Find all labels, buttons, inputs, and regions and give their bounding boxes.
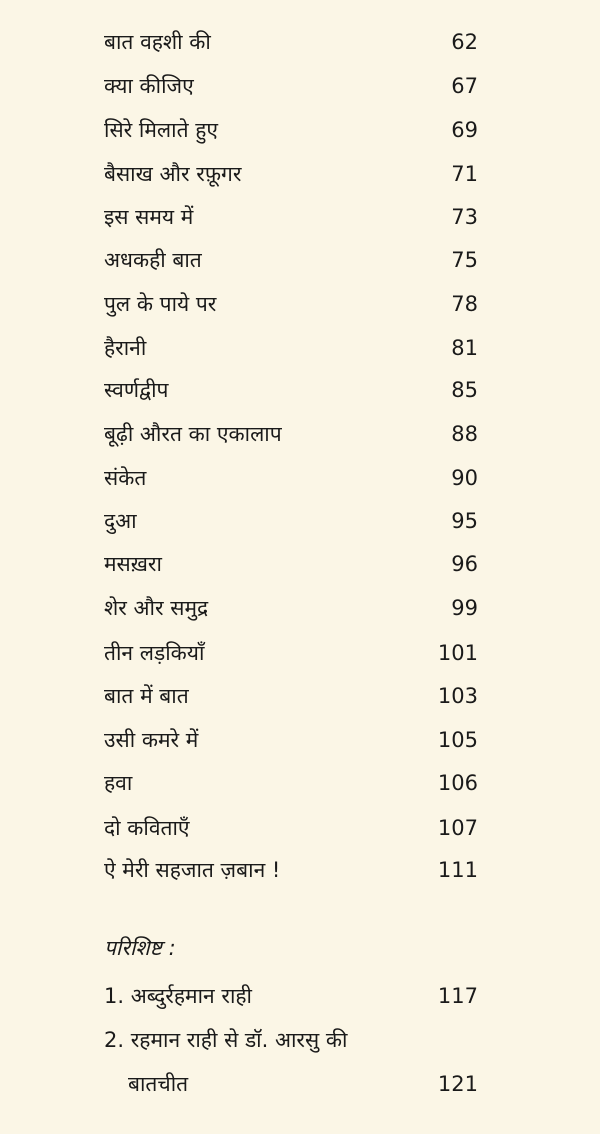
entry-title: 1. अब्दुर्रहमान राही — [104, 984, 252, 1008]
appendix-entry — [104, 1022, 478, 1058]
entry-page-number: 67 — [451, 74, 478, 98]
entry-title: बातचीत — [128, 1072, 189, 1096]
contents-entry — [104, 372, 478, 408]
entry-title: सिरे मिलाते हुए — [104, 118, 218, 142]
contents-entry — [104, 112, 478, 148]
contents-entry — [104, 416, 478, 452]
entry-title: दुआ — [104, 509, 137, 533]
contents-entry — [104, 546, 478, 582]
contents-entry — [104, 635, 478, 671]
entry-page-number: 85 — [451, 378, 478, 402]
entry-page-number: 107 — [437, 816, 478, 840]
entry-title: स्वर्णद्वीप — [104, 378, 169, 402]
entry-page-number: 103 — [437, 684, 478, 708]
entry-title: बूढ़ी औरत का एकालाप — [104, 422, 282, 446]
entry-title: संकेत — [104, 466, 147, 490]
contents-entry — [104, 242, 478, 278]
contents-entry — [104, 810, 478, 846]
entry-title: 2. रहमान राही से डॉ. आरसु की — [104, 1028, 348, 1052]
entry-title: बात में बात — [104, 684, 189, 708]
entry-page-number: 88 — [451, 422, 478, 446]
entry-page-number: 75 — [451, 248, 478, 272]
entry-title: अधकही बात — [104, 248, 202, 272]
contents-entry — [104, 852, 478, 888]
appendix-entry — [104, 1066, 478, 1102]
entry-title: हैरानी — [104, 336, 147, 360]
contents-entry — [104, 503, 478, 539]
entry-title: क्या कीजिए — [104, 74, 194, 98]
entry-page-number: 73 — [451, 205, 478, 229]
entry-title: उसी कमरे में — [104, 728, 199, 752]
entry-page-number: 101 — [437, 641, 478, 665]
entry-page-number: 69 — [451, 118, 478, 142]
contents-entry — [104, 24, 478, 60]
contents-entry — [104, 765, 478, 801]
contents-entry — [104, 722, 478, 758]
entry-page-number: 99 — [451, 596, 478, 620]
appendix-heading: परिशिष्ट : — [104, 936, 176, 960]
entry-title: बात वहशी की — [104, 30, 211, 54]
contents-entry — [104, 68, 478, 104]
entry-title: तीन लड़कियाँ — [104, 641, 205, 665]
entry-page-number: 81 — [451, 336, 478, 360]
entry-page-number: 121 — [437, 1072, 478, 1096]
contents-entry — [104, 199, 478, 235]
entry-title: ऐ मेरी सहजात ज़बान ! — [104, 858, 281, 882]
entry-page-number: 71 — [451, 162, 478, 186]
entry-page-number: 106 — [437, 771, 478, 795]
entry-page-number: 111 — [437, 858, 478, 882]
entry-page-number: 62 — [451, 30, 478, 54]
entry-title: दो कविताएँ — [104, 816, 190, 840]
entry-page-number: 117 — [437, 984, 478, 1008]
contents-entry — [104, 330, 478, 366]
entry-title: बैसाख और रफ़ूगर — [104, 162, 242, 186]
entry-page-number: 95 — [451, 509, 478, 533]
contents-entry — [104, 590, 478, 626]
entry-title: शेर और समुद्र — [104, 596, 209, 620]
contents-entry — [104, 156, 478, 192]
entry-page-number: 96 — [451, 552, 478, 576]
entry-title: हवा — [104, 771, 133, 795]
entry-title: मसख़रा — [104, 552, 162, 576]
entry-title: पुल के पाये पर — [104, 292, 217, 316]
entry-page-number: 90 — [451, 466, 478, 490]
contents-entry — [104, 286, 478, 322]
entry-page-number: 105 — [437, 728, 478, 752]
entry-page-number: 78 — [451, 292, 478, 316]
contents-entry — [104, 678, 478, 714]
contents-entry — [104, 460, 478, 496]
appendix-entry — [104, 978, 478, 1014]
entry-title: इस समय में — [104, 205, 194, 229]
